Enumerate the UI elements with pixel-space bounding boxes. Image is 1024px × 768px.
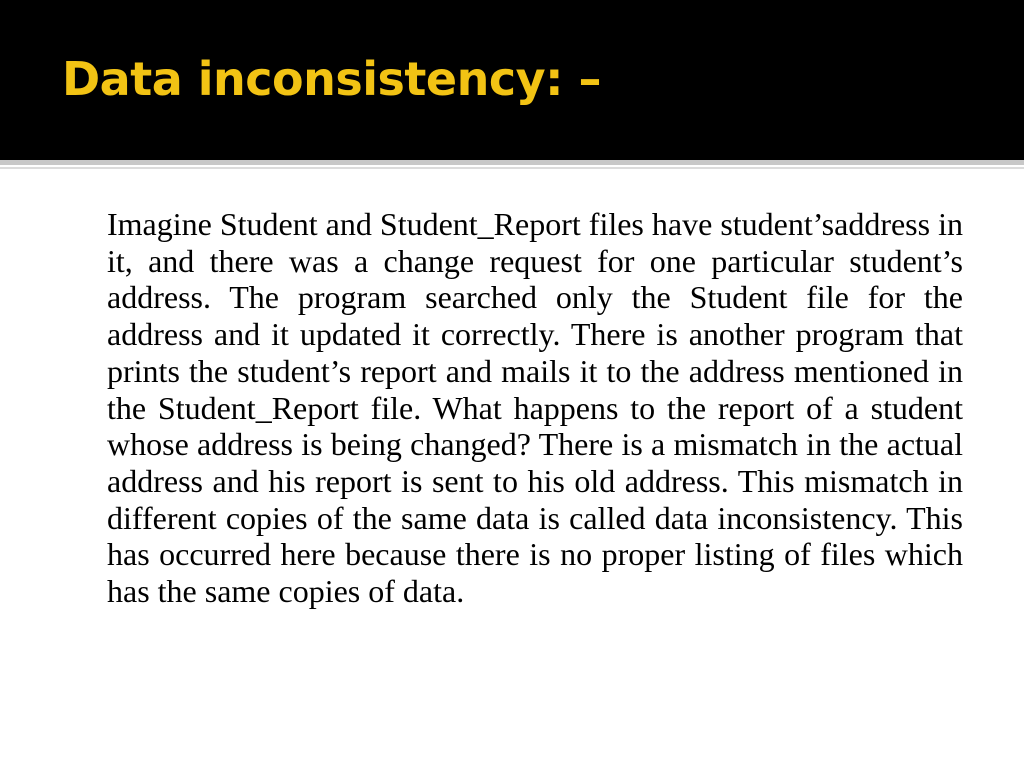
slide-title: Data inconsistency: – <box>62 52 602 106</box>
title-divider <box>0 160 1024 165</box>
title-divider-secondary <box>0 167 1024 169</box>
title-bar <box>0 0 1024 160</box>
body-paragraph: Imagine Student and Student_Report files have student’saddress in it, and there was a change request for one particular student’s address. The program searched only the Student file for the address and it updated it correctly. There is another program that prints the student’s report and mails it to the address mentioned in the Student_Report file. What happens to the report of a student whose address is being changed? There is a mismatch in the actual address and his report is sent to his old address. This mismatch in different copies of the same data is called data inconsistency. This has occurred here because there is no proper listing of files which has the same copies of data. <box>107 206 963 610</box>
